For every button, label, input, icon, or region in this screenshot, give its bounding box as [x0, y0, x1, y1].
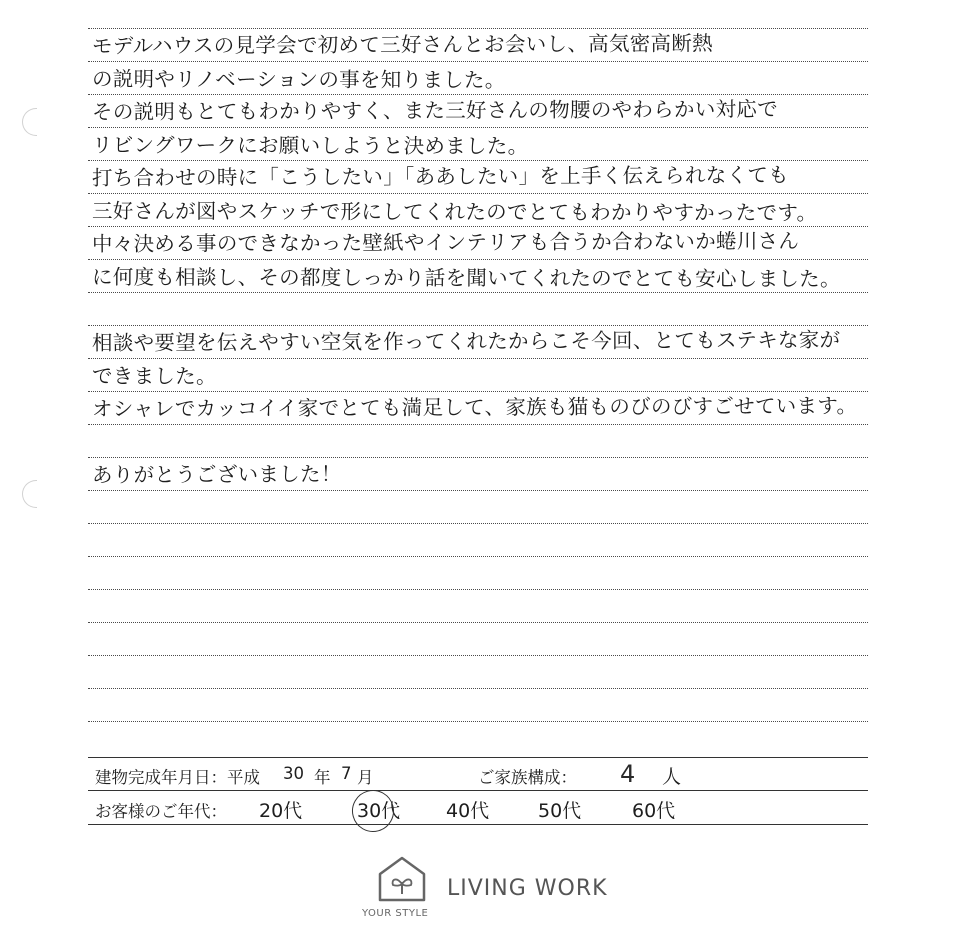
- form-top-rule: [88, 757, 868, 758]
- ruled-line: [88, 556, 868, 557]
- age-option-20: 20代: [259, 800, 303, 822]
- ruled-line: [88, 589, 868, 590]
- form-bottom-rule: [88, 824, 868, 825]
- message-line: できました。: [91, 364, 217, 389]
- house-sprout-icon: [372, 852, 432, 908]
- brand-name: LIVING WORK: [447, 876, 608, 901]
- completion-year: 30: [283, 764, 304, 783]
- ruled-line: [88, 688, 868, 689]
- age-selected-circle: [347, 785, 401, 836]
- message-line: その説明もとてもわかりやすく、また三好さんの物腰のやわらかい対応で: [91, 97, 779, 124]
- message-line: モデルハウスの見学会で初めて三好さんとお会いし、高気密高断熱: [91, 31, 713, 58]
- ruled-line: [88, 622, 868, 623]
- ruled-line: [88, 490, 868, 491]
- message-line: オシャレでカッコイイ家でとても満足して、家族も猫ものびのびすごせています。: [91, 393, 858, 421]
- family-count: 4: [620, 760, 636, 788]
- ruled-line: [88, 325, 868, 326]
- ruled-line: [88, 61, 868, 62]
- brand-tagline: YOUR STYLE: [362, 908, 429, 919]
- family-unit: 人: [662, 766, 682, 788]
- ruled-line: [88, 259, 868, 260]
- age-option-60: 60代: [632, 800, 676, 822]
- ruled-line: [88, 160, 868, 161]
- ruled-line: [88, 28, 868, 29]
- message-line: リビングワークにお願いしようと決めました。: [91, 133, 529, 159]
- age-option-30: 30代: [357, 800, 401, 822]
- message-line: 中々決める事のできなかった壁紙やインテリアも合うか合わないか蜷川さん: [91, 228, 800, 256]
- year-unit: 年: [314, 768, 331, 787]
- punch-hole-bottom: [22, 480, 37, 508]
- ruled-line: [88, 94, 868, 95]
- ruled-line: [88, 127, 868, 128]
- message-line: に何度も相談し、その都度しっかり話を聞いてくれたのでとても安心しました。: [91, 265, 841, 291]
- ruled-line: [88, 193, 868, 194]
- message-line: の説明やリノベーションの事を知りました。: [91, 67, 506, 93]
- ruled-line: [88, 424, 868, 425]
- age-option-50: 50代: [538, 800, 582, 822]
- completion-label: 建物完成年月日：平成: [95, 768, 260, 787]
- message-line: ありがとうございました！: [91, 461, 342, 487]
- ruled-line: [88, 721, 868, 722]
- family-label: ご家族構成：: [478, 768, 577, 787]
- form-middle-rule: [88, 790, 868, 791]
- message-line: 三好さんが図やスケッチで形にしてくれたのでとてもわかりやすかったです。: [91, 199, 818, 225]
- punch-hole-top: [22, 108, 37, 136]
- ruled-line: [88, 391, 868, 392]
- ruled-line: [88, 457, 868, 458]
- month-unit: 月: [357, 768, 374, 787]
- message-line: [92, 294, 868, 297]
- age-label: お客様のご年代：: [95, 802, 227, 821]
- completion-month: 7: [341, 764, 352, 783]
- ruled-line: [88, 292, 868, 293]
- ruled-line: [88, 523, 868, 524]
- age-option-40: 40代: [446, 800, 490, 822]
- message-sheet: [88, 0, 868, 760]
- ruled-line: [88, 655, 868, 656]
- ruled-line: [88, 226, 868, 227]
- message-line: 相談や要望を伝えやすい空気を作ってくれたからこそ今回、とてもステキな家が: [91, 327, 841, 355]
- ruled-line: [88, 358, 868, 359]
- message-line: 打ち合わせの時に「こうしたい」「ああしたい」を上手く伝えられなくても: [91, 162, 789, 190]
- message-line: [92, 429, 868, 431]
